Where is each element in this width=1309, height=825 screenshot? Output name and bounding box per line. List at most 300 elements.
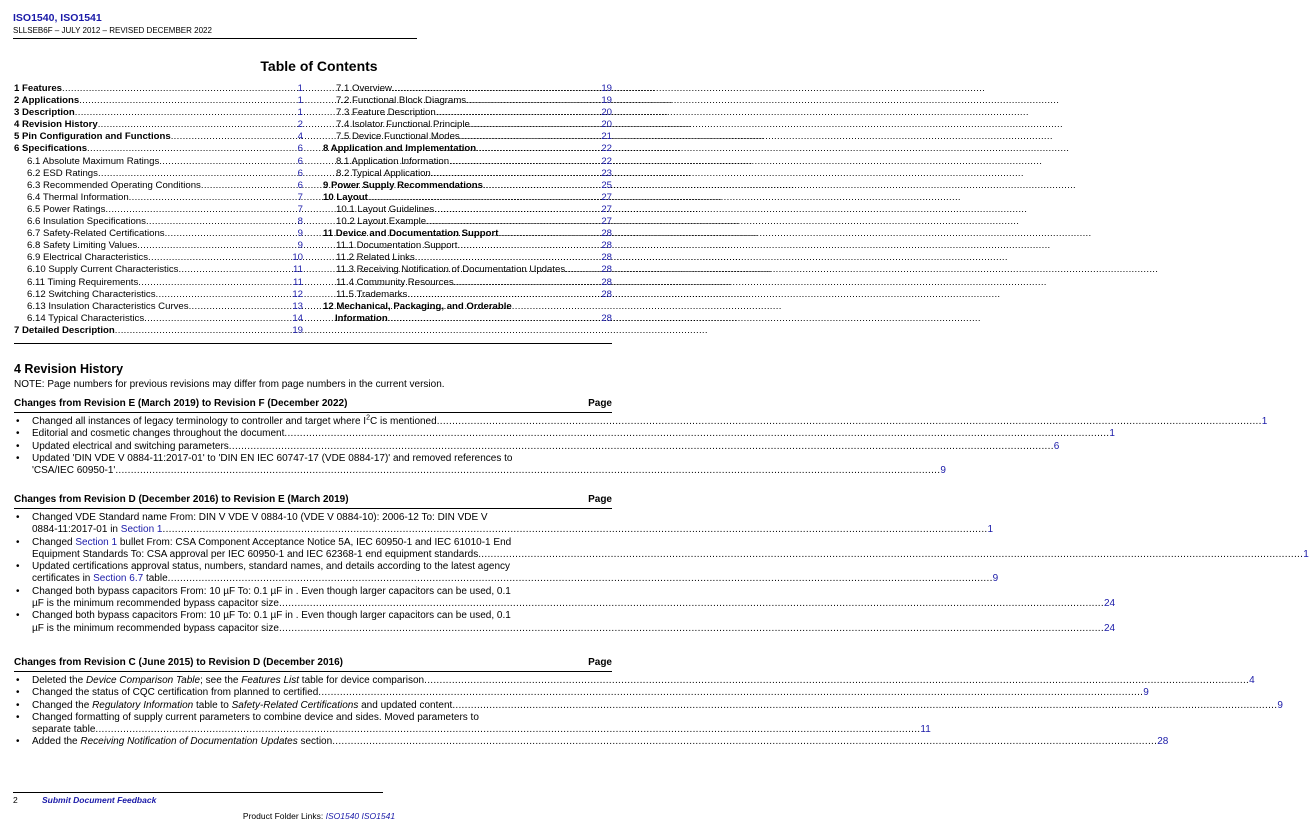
bullet-icon: • [16, 536, 20, 548]
toc-page-link[interactable]: 6 [297, 155, 303, 167]
emphasized-text: Regulatory Information [92, 699, 194, 711]
dot-leader [115, 465, 940, 477]
toc-page-link[interactable]: 23 [601, 167, 612, 179]
change-line [32, 586, 1115, 598]
toc-page-link[interactable]: 6 [297, 143, 303, 155]
document-revision: SLLSEB6F – JULY 2012 – REVISED DECEMBER 2022 [13, 26, 212, 35]
toc-page-link[interactable]: 6 [297, 179, 303, 191]
change-line-last [32, 416, 1267, 428]
dot-leader [144, 313, 291, 325]
change-item [14, 736, 1169, 748]
page-column-label: Page [588, 657, 612, 668]
bullet-icon: • [16, 440, 20, 452]
dot-leader [449, 156, 600, 168]
toc-entry[interactable] [323, 301, 612, 313]
toc-entry[interactable] [323, 168, 612, 180]
change-page-link[interactable]: 1 [987, 524, 994, 536]
change-text: table for device comparison [299, 675, 425, 686]
change-text: section [297, 736, 333, 748]
change-text: and updated content [358, 699, 453, 711]
change-text: Changed all instances of legacy terminology to controller and target where I [32, 416, 367, 427]
change-page-link[interactable]: 1 [1303, 548, 1309, 560]
toc-entry[interactable] [14, 143, 303, 155]
change-block [14, 494, 1309, 635]
product-folder-prefix: Product Folder Links: [242, 811, 326, 821]
toc-title: Table of Contents [260, 58, 378, 74]
dot-leader [470, 119, 600, 131]
change-page-link[interactable]: 1 [1109, 428, 1115, 440]
toc-entry-text: 6.7 Safety-Related Certifications [27, 228, 165, 240]
toc-page-link[interactable]: 1 [297, 107, 303, 119]
change-item [14, 440, 1060, 453]
change-item [14, 610, 1116, 635]
dot-leader [498, 228, 600, 240]
toc-entry-text: 7 Detailed Description [14, 324, 115, 336]
change-item-body [32, 610, 1115, 635]
toc-entry[interactable] [14, 289, 303, 301]
change-text: table [143, 573, 168, 585]
toc-entry[interactable] [14, 119, 303, 131]
toc-page-link[interactable]: 11 [293, 276, 303, 288]
toc-page-link[interactable]: 12 [292, 288, 303, 300]
toc-entry[interactable] [14, 204, 303, 216]
dot-leader [178, 264, 292, 276]
change-text: Changed [32, 536, 76, 548]
change-text: Added the [32, 736, 81, 748]
bullet-icon: • [16, 416, 20, 427]
toc-entry-text: 6.13 Insulation Characteristics Curves [27, 300, 189, 312]
revision-note: NOTE: Page numbers for previous revisions may differ from page numbers in the current version. [14, 379, 445, 390]
change-line-text [32, 724, 95, 736]
document-title[interactable]: ISO1540, ISO1541 [13, 12, 102, 24]
toc-entry[interactable] [14, 131, 303, 143]
change-line [32, 453, 946, 465]
change-line-text [32, 623, 279, 635]
toc-entry-text: 6.10 Supply Current Characteristics [27, 264, 179, 276]
bullet-icon: • [16, 561, 20, 573]
toc-page-link[interactable]: 25 [601, 179, 612, 191]
toc-entry-text: 8.2 Typical Application [336, 167, 431, 179]
change-item [14, 512, 994, 537]
toc-page-link[interactable]: 11 [293, 264, 303, 276]
dot-leader [332, 736, 1157, 748]
change-line-text [32, 428, 284, 440]
change-line [32, 561, 998, 573]
bullet-icon: • [16, 512, 20, 523]
dot-leader [171, 131, 297, 143]
toc-entry-text: 4 Revision History [14, 119, 98, 131]
toc-entry[interactable] [323, 143, 612, 155]
toc-entry[interactable] [323, 204, 612, 216]
product-folder-link[interactable]: ISO1540 ISO1541 [325, 811, 396, 821]
toc-right-column [323, 83, 612, 325]
toc-entry[interactable] [323, 156, 612, 168]
change-page-link[interactable]: 1 [1261, 416, 1268, 427]
change-text: certificates in [32, 573, 94, 585]
change-item [14, 414, 1268, 428]
toc-entry[interactable] [14, 228, 303, 240]
toc-entry[interactable] [14, 156, 303, 168]
toc-entry-text: 7.2 Functional Block Diagrams [336, 95, 467, 107]
change-item-body [32, 441, 1059, 453]
page-number: 2 [13, 795, 18, 805]
change-text: bullet From: CSA Component Acceptance Notice 5A, IEC 60950-1 and IEC 61010-1 End [117, 536, 512, 548]
product-folder-links [0, 811, 638, 821]
emphasized-text: Safety-Related Certifications [231, 699, 359, 711]
change-page-link[interactable]: 24 [1103, 598, 1116, 610]
dot-leader [62, 83, 297, 95]
toc-entry[interactable] [14, 313, 303, 325]
footer-divider [13, 792, 383, 793]
dot-leader [452, 700, 1277, 712]
change-text: Editorial and cosmetic changes throughout the document [32, 428, 285, 440]
change-line-last [32, 736, 1168, 748]
change-heading-text: Changes from Revision D (December 2016) to Revision E (March 2019) [14, 494, 349, 505]
toc-entry[interactable] [323, 83, 612, 95]
change-item-body [32, 675, 1255, 687]
bullet-icon: • [16, 675, 20, 686]
dot-leader [318, 687, 1143, 699]
dot-leader [431, 168, 601, 180]
toc-page-link[interactable]: 28 [601, 312, 612, 324]
dot-leader [279, 598, 1104, 610]
emphasized-text: Receiving Notification of Documentation Updates [80, 736, 298, 748]
change-item [14, 675, 1255, 687]
change-item [14, 428, 1115, 440]
emphasized-text: Features List [241, 675, 300, 686]
toc-entry-continued[interactable] [323, 313, 612, 325]
toc-entry[interactable] [323, 277, 612, 289]
change-page-link[interactable]: 9 [940, 465, 946, 477]
change-line-last [32, 465, 946, 477]
change-text: Equipment Standards To: CSA approval per IEC 60950-1 and IEC 62368-1 end equipment standards [32, 548, 479, 560]
submit-feedback-link[interactable]: Submit Document Feedback [42, 795, 157, 805]
toc-entry[interactable] [14, 83, 303, 95]
dot-leader [137, 240, 296, 252]
dot-leader [229, 441, 1054, 453]
toc-entry[interactable] [323, 289, 612, 301]
change-text: Updated 'DIN VDE V 0884-11:2017-01' to 'DIN EN IEC 60747-17 (VDE 0884-17)' and removed references to [32, 452, 513, 464]
change-line-text [32, 524, 162, 536]
dot-leader [115, 325, 292, 337]
toc-left-column [14, 83, 303, 337]
toc-entry-text: 11.1 Documentation Support [336, 240, 458, 252]
page-column-label: Page [588, 398, 612, 409]
toc-page-link[interactable]: 19 [292, 324, 303, 336]
change-item [14, 536, 1309, 562]
toc-entry[interactable] [323, 119, 612, 131]
change-item-body [32, 453, 946, 478]
toc-entry-text: 7.1 Overview [336, 83, 392, 94]
toc-page-link[interactable]: 14 [292, 312, 303, 324]
change-page-link[interactable]: 9 [1143, 687, 1149, 699]
change-text: µF is the minimum recommended bypass capacitor size [32, 622, 279, 634]
toc-page-link[interactable]: 1 [297, 83, 303, 94]
change-item-body [32, 512, 993, 537]
bullet-icon: • [16, 610, 20, 622]
change-line [32, 537, 1309, 549]
dot-leader [279, 623, 1104, 635]
change-item [14, 452, 946, 478]
dot-leader [159, 156, 296, 168]
change-page-link[interactable]: 11 [920, 724, 931, 736]
change-item-body [32, 700, 1283, 712]
toc-entry[interactable] [14, 264, 303, 276]
toc-page-link[interactable]: 8 [297, 216, 303, 228]
toc-entry-text: 11.4 Community Resources [336, 276, 454, 288]
header-divider [13, 38, 417, 39]
change-page-link[interactable]: 4 [1249, 675, 1255, 686]
change-text: Deleted the [32, 675, 86, 686]
change-text: Changed the [32, 699, 93, 711]
change-heading-text: Changes from Revision E (March 2019) to Revision F (December 2022) [14, 398, 348, 409]
toc-entry[interactable] [14, 192, 303, 204]
change-page-link[interactable]: 24 [1103, 622, 1116, 634]
toc-page-link[interactable]: 28 [601, 264, 612, 276]
toc-entry-text: 10.2 Layout Example [336, 216, 427, 228]
section-link[interactable]: Section 1 [120, 524, 163, 536]
bullet-icon: • [16, 452, 20, 464]
dot-leader [79, 95, 296, 107]
toc-page-link[interactable]: 20 [601, 119, 612, 131]
dot-leader [129, 192, 297, 204]
dot-leader [454, 277, 601, 289]
change-line-text [32, 736, 332, 748]
toc-entry[interactable] [14, 240, 303, 252]
toc-page-link[interactable]: 9 [297, 228, 303, 240]
toc-entry-text: 7.3 Feature Description [336, 107, 436, 119]
toc-page-link[interactable]: 28 [601, 276, 612, 288]
toc-entry-text: 2 Applications [14, 95, 80, 107]
change-text: ; see the [200, 675, 242, 686]
change-line [32, 610, 1115, 622]
change-text: table to [193, 699, 232, 711]
toc-entry-text: 7.4 Isolator Functional Principle [336, 119, 470, 131]
change-item [14, 585, 1116, 611]
change-text: Changed VDE Standard name From: DIN V VDE V 0884-10 (VDE V 0884-10): 2006-12 To: DIN VDE V [32, 512, 488, 523]
dot-leader [138, 277, 292, 289]
change-item-body [32, 416, 1267, 428]
toc-entry-text: 10.1 Layout Guidelines [336, 203, 435, 215]
dot-leader [466, 95, 600, 107]
dot-leader [460, 131, 601, 143]
toc-entry-text: 8.1 Application Information [336, 155, 450, 167]
change-heading [14, 398, 612, 413]
change-item-body [32, 736, 1168, 748]
toc-page-link[interactable]: 28 [601, 228, 612, 240]
toc-entry[interactable] [14, 180, 303, 192]
dot-leader [95, 724, 920, 736]
dot-leader [162, 524, 987, 536]
change-block [14, 657, 1283, 749]
dot-leader [284, 428, 1109, 440]
toc-entry[interactable] [14, 277, 303, 289]
change-heading [14, 494, 612, 509]
toc-entry-text: 11.3 Receiving Notification of Documentation Updates [336, 264, 566, 276]
dot-leader [168, 573, 993, 585]
dot-leader [457, 240, 600, 252]
change-line-last [32, 549, 1309, 561]
change-text: C is mentioned [369, 416, 437, 427]
toc-entry-text: 6.14 Typical Characteristics [27, 312, 145, 324]
toc-entry[interactable] [323, 192, 612, 204]
toc-page-link[interactable]: 21 [601, 131, 612, 143]
toc-entry[interactable] [323, 228, 612, 240]
dot-leader [98, 119, 297, 131]
change-item-body [32, 586, 1115, 611]
change-line-last [32, 428, 1115, 440]
bullet-icon: • [16, 428, 20, 440]
dot-leader [105, 204, 296, 216]
toc-entry-text: 12 Mechanical, Packaging, and Orderable [323, 300, 512, 312]
toc-entry-text: 11 Device and Documentation Support [323, 228, 499, 240]
toc-entry[interactable] [14, 107, 303, 119]
dot-leader [476, 143, 600, 155]
toc-entry[interactable] [14, 168, 303, 180]
toc-entry-text: 11.5 Trademarks [336, 288, 408, 300]
change-heading-text: Changes from Revision C (June 2015) to Revision D (December 2016) [14, 657, 343, 668]
toc-entry-text: 6.2 ESD Ratings [27, 167, 98, 179]
dot-leader [565, 264, 600, 276]
toc-page-link[interactable]: 4 [297, 131, 303, 143]
toc-page-link[interactable]: 27 [601, 216, 612, 228]
change-text: Changed the status of CQC certification from planned to certified [32, 687, 319, 699]
dot-leader [98, 168, 297, 180]
dot-leader [407, 289, 600, 301]
toc-entry[interactable] [14, 325, 303, 337]
dot-leader [478, 549, 1303, 561]
toc-entry[interactable] [14, 252, 303, 264]
dot-leader [189, 301, 292, 313]
change-text: Changed both bypass capacitors From: 10 µF To: 0.1 µF in . Even though larger capacitors can be used, 0.1 [32, 610, 511, 622]
toc-page-link[interactable]: 2 [297, 119, 303, 131]
dot-leader [148, 252, 291, 264]
toc-page-link[interactable]: 28 [601, 252, 612, 264]
toc-entry[interactable] [323, 240, 612, 252]
dot-leader [392, 83, 600, 95]
toc-entry[interactable] [323, 264, 612, 276]
toc-page-link[interactable]: 9 [297, 240, 303, 252]
toc-page-link[interactable]: 28 [601, 288, 612, 300]
toc-page-link[interactable]: 27 [601, 203, 612, 215]
toc-page-link[interactable]: 19 [601, 95, 612, 107]
section-link[interactable]: Section 6.7 [93, 573, 144, 585]
change-block [14, 398, 1268, 477]
emphasized-text: Device Comparison Table [85, 675, 201, 686]
change-line-last [32, 441, 1059, 453]
toc-entry-text: Information [335, 312, 388, 324]
toc-entry[interactable] [14, 216, 303, 228]
change-line-last [32, 598, 1115, 610]
toc-entry-text: 1 Features [14, 83, 62, 94]
toc-entry-text: 6.4 Thermal Information [27, 191, 129, 203]
dot-leader [437, 416, 1262, 428]
change-page-link[interactable]: 9 [1277, 699, 1283, 711]
toc-page-link[interactable]: 13 [292, 300, 303, 312]
toc-entry-text: 6.3 Recommended Operating Conditions [27, 179, 201, 191]
change-line-text [32, 441, 229, 453]
toc-entry[interactable] [323, 216, 612, 228]
change-page-link[interactable]: 6 [1053, 440, 1060, 452]
change-line [32, 712, 931, 724]
change-text: µF is the minimum recommended bypass capacitor size [32, 598, 279, 610]
change-line-last [32, 675, 1255, 687]
toc-entry-text: 6.9 Electrical Characteristics [27, 252, 149, 264]
change-line-text [32, 675, 424, 687]
toc-page-link[interactable]: 28 [601, 240, 612, 252]
dot-leader [146, 216, 297, 228]
revision-history-title: 4 Revision History [14, 362, 124, 376]
dot-leader [424, 675, 1249, 687]
change-page-link[interactable]: 28 [1157, 736, 1169, 748]
change-line-last [32, 687, 1149, 699]
toc-page-link[interactable]: 6 [297, 167, 303, 179]
change-text: 0884-11:2017-01 in [32, 524, 121, 536]
toc-page-link[interactable]: 20 [601, 107, 612, 119]
header-block [13, 12, 212, 36]
dot-leader [436, 107, 601, 119]
toc-page-link[interactable]: 1 [297, 95, 303, 107]
toc-entry-text: 9 Power Supply Recommendations [323, 179, 483, 191]
toc-entry-text: 6 Specifications [14, 143, 88, 155]
toc-entry[interactable] [14, 301, 303, 313]
toc-page-link[interactable]: 27 [601, 191, 612, 203]
change-text: 'CSA/IEC 60950-1' [32, 465, 116, 477]
change-item-body [32, 687, 1149, 699]
toc-entry[interactable] [323, 180, 612, 192]
section-link[interactable]: Section 1 [75, 536, 118, 548]
toc-entry-text: 7.5 Device Functional Modes [336, 131, 460, 143]
change-item-body [32, 712, 931, 737]
dot-leader [165, 228, 297, 240]
toc-entry[interactable] [323, 252, 612, 264]
toc-entry-text: 6.5 Power Ratings [27, 203, 106, 215]
change-text: separate table [32, 724, 96, 736]
toc-entry-text: 6.12 Switching Characteristics [27, 288, 156, 300]
change-page-link[interactable]: 9 [992, 573, 999, 585]
toc-page-link[interactable]: 22 [601, 155, 612, 167]
bullet-icon: • [16, 736, 20, 748]
toc-page-link[interactable]: 19 [601, 83, 612, 94]
change-item [14, 687, 1149, 699]
page-column-label: Page [588, 494, 612, 505]
dot-leader [156, 289, 292, 301]
toc-page-link[interactable]: 22 [601, 143, 612, 155]
dot-leader [415, 252, 601, 264]
change-item-body [32, 428, 1115, 440]
change-line-last [32, 700, 1283, 712]
change-item-body [32, 537, 1309, 562]
toc-page-link[interactable]: 7 [297, 203, 303, 215]
change-line-last [32, 623, 1115, 635]
toc-page-link[interactable]: 10 [292, 252, 303, 264]
toc-entry-text: 5 Pin Configuration and Functions [14, 131, 171, 143]
dot-leader [388, 313, 601, 325]
toc-entry[interactable] [323, 107, 612, 119]
toc-entry-text: 6.11 Timing Requirements [27, 276, 139, 288]
change-text: Updated electrical and switching parameters [32, 440, 229, 452]
change-item-body [32, 561, 998, 586]
toc-entry[interactable] [14, 95, 303, 107]
toc-entry-text: 6.6 Insulation Specifications [27, 216, 146, 228]
change-line [32, 512, 993, 524]
toc-entry-text: 3 Description [14, 107, 75, 119]
toc-page-link[interactable]: 7 [297, 191, 303, 203]
toc-entry[interactable] [323, 131, 612, 143]
dot-leader [368, 192, 601, 204]
toc-entry-text: 6.8 Safety Limiting Values [27, 240, 138, 252]
toc-entry[interactable] [323, 95, 612, 107]
